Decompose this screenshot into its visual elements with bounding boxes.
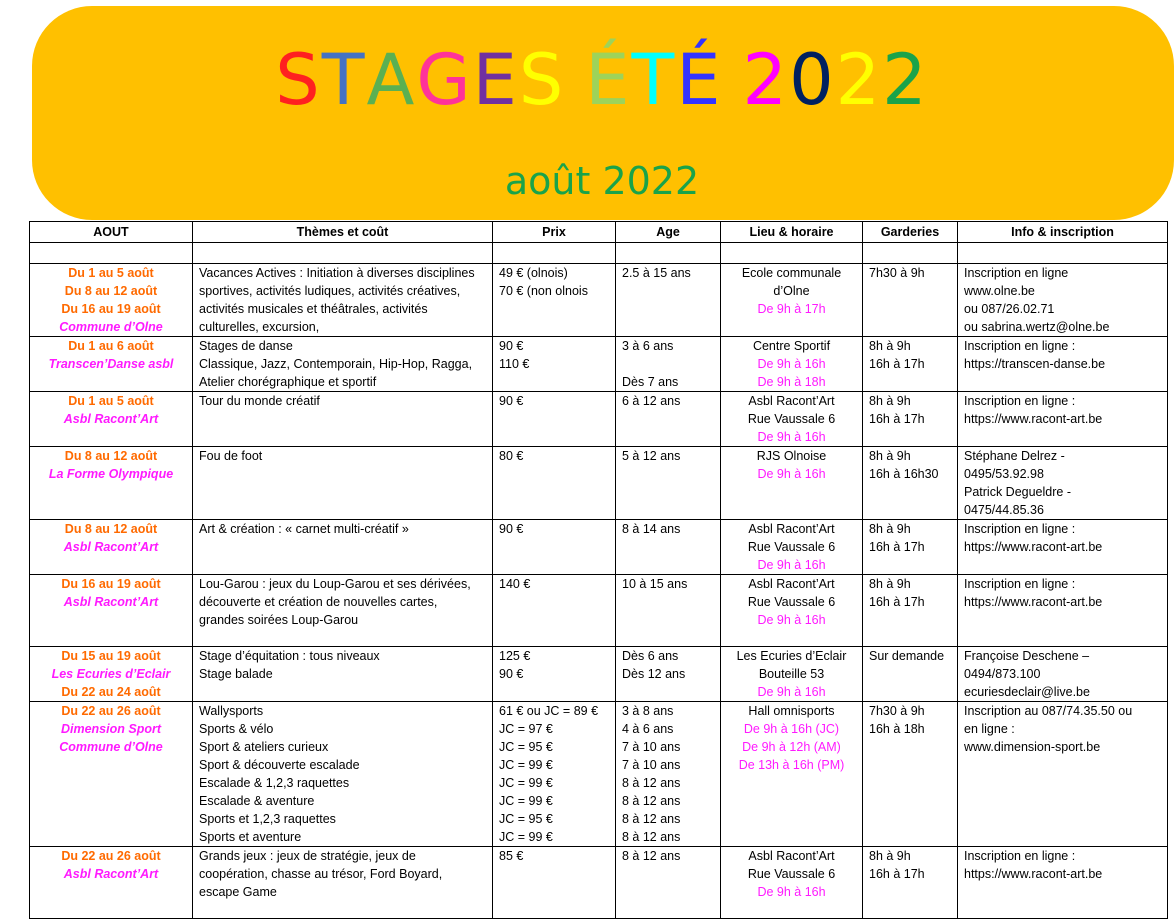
cell-info (958, 337, 1168, 392)
title-letter: A (366, 39, 417, 121)
title-letter: 2 (882, 39, 929, 121)
date-line: Du 15 au 19 août (61, 649, 161, 663)
price-line: 90 € (499, 522, 524, 536)
cell-dates (30, 520, 193, 575)
cell-prix (493, 264, 616, 337)
cell-dates (30, 847, 193, 919)
cell-themes (193, 575, 493, 647)
price-line: 85 € (499, 849, 524, 863)
title-letter: T (321, 39, 367, 121)
cell-themes (193, 647, 493, 702)
cell-age (616, 447, 721, 520)
price-line: JC = 99 € (499, 758, 553, 772)
theme-line: Escalade & 1,2,3 raquettes (199, 776, 350, 790)
garderie-line: 8h à 9h (869, 849, 911, 863)
cell-info (958, 520, 1168, 575)
garderie-line: 16h à 17h (869, 412, 925, 426)
cell-age (616, 702, 721, 847)
lieu-line: De 13h à 16h (PM) (738, 758, 845, 772)
age-line: 8 à 12 ans (622, 849, 681, 863)
garderie-line: 16h à 17h (869, 540, 925, 554)
cell-lieu (721, 392, 863, 447)
cell-dates (30, 575, 193, 647)
age-line: 8 à 12 ans (622, 812, 681, 826)
info-line: https://www.racont-art.be (964, 540, 1103, 554)
cell-garderies (863, 647, 958, 702)
date-line: Asbl Racont’Art (63, 412, 159, 426)
garderie-line: 16h à 17h (869, 867, 925, 881)
date-line: Du 22 au 26 août (61, 704, 161, 718)
theme-line: Classique, Jazz, Contemporain, Hip-Hop, Ragga, (199, 357, 473, 371)
date-line: Du 1 au 5 août (68, 266, 154, 280)
date-line: Du 8 au 12 août (64, 284, 158, 298)
price-line: 90 € (499, 394, 524, 408)
lieu-line: De 9h à 16h (757, 430, 826, 444)
age-line: 8 à 14 ans (622, 522, 681, 536)
lieu-line: Asbl Racont’Art (748, 522, 835, 536)
info-line: en ligne : (964, 722, 1015, 736)
cell-dates (30, 392, 193, 447)
cell-garderies (863, 447, 958, 520)
garderie-line: 8h à 9h (869, 449, 911, 463)
theme-line: Wallysports (199, 704, 264, 718)
info-line: ou sabrina.wertz@olne.be (964, 320, 1110, 334)
title-letter: S (518, 39, 566, 121)
title-letter: 2 (835, 39, 883, 121)
title-letter: É (585, 39, 632, 121)
price-line: 90 € (499, 339, 524, 353)
age-line: 4 à 6 ans (622, 722, 674, 736)
theme-line: Sport & ateliers curieux (199, 740, 329, 754)
theme-line: Atelier chorégraphique et sportif (199, 375, 377, 389)
cell-lieu (721, 847, 863, 919)
info-line: www.dimension-sport.be (964, 740, 1101, 754)
info-line: Inscription au 087/74.35.50 ou (964, 704, 1133, 718)
date-line: Du 22 au 26 août (61, 849, 161, 863)
table-row (30, 575, 1168, 647)
price-line: 140 € (499, 577, 531, 591)
price-line: JC = 95 € (499, 740, 553, 754)
price-line: 70 € (non olnois (499, 284, 588, 298)
cell-themes (193, 264, 493, 337)
date-line: La Forme Olympique (48, 467, 174, 481)
info-line: https://www.racont-art.be (964, 412, 1103, 426)
date-line: Asbl Racont’Art (63, 867, 159, 881)
cell-prix (493, 702, 616, 847)
cell-garderies (863, 702, 958, 847)
garderie-line: Sur demande (869, 649, 945, 663)
lieu-line: De 9h à 16h (JC) (743, 722, 840, 736)
table-row (30, 392, 1168, 447)
garderie-line: 7h30 à 9h (869, 266, 925, 280)
theme-line: Sports et 1,2,3 raquettes (199, 812, 336, 826)
table-row (30, 702, 1168, 847)
title-letter: G (416, 39, 473, 121)
info-line: https://www.racont-art.be (964, 867, 1103, 881)
date-line: Transcen’Danse asbl (48, 357, 174, 371)
lieu-line: De 9h à 16h (757, 357, 826, 371)
cell-garderies (863, 575, 958, 647)
cell-prix (493, 392, 616, 447)
cell-age (616, 337, 721, 392)
stages-table (29, 221, 1168, 919)
info-line: Inscription en ligne : (964, 394, 1076, 408)
cell-lieu (721, 264, 863, 337)
title-letter (723, 40, 743, 120)
lieu-line: Rue Vaussale 6 (747, 867, 836, 881)
price-line: 90 € (499, 667, 524, 681)
lieu-line: Rue Vaussale 6 (747, 595, 836, 609)
lieu-line: De 9h à 16h (757, 685, 826, 699)
cell-info (958, 647, 1168, 702)
cell-garderies (863, 264, 958, 337)
cell-lieu (721, 520, 863, 575)
lieu-line: Ecole communale d’Olne (741, 266, 842, 298)
cell-age (616, 647, 721, 702)
lieu-line: Les Ecuries d’Eclair (736, 649, 847, 663)
info-line: 0495/53.92.98 (964, 467, 1044, 481)
title-letter: T (631, 39, 677, 121)
price-line: JC = 99 € (499, 830, 553, 844)
cell-age (616, 264, 721, 337)
date-line: Les Ecuries d’Eclair (51, 667, 171, 681)
info-line: 0475/44.85.36 (964, 503, 1044, 517)
garderie-line: 16h à 18h (869, 722, 925, 736)
date-line: Du 8 au 12 août (64, 522, 158, 536)
table-row (30, 520, 1168, 575)
age-line: Dès 7 ans (622, 375, 679, 389)
lieu-line: Rue Vaussale 6 (747, 412, 836, 426)
empty-row (30, 243, 1168, 264)
price-line: 49 € (olnois) (499, 266, 568, 280)
date-line: Commune d’Olne (59, 740, 163, 754)
date-line: Asbl Racont’Art (63, 540, 159, 554)
cell-themes (193, 520, 493, 575)
theme-line: grandes soirées Loup-Garou (199, 613, 359, 627)
cell-dates (30, 337, 193, 392)
lieu-line: De 9h à 12h (AM) (742, 740, 841, 754)
theme-line: Lou-Garou : jeux du Loup-Garou et ses dérivées, (199, 577, 471, 591)
info-line: Inscription en ligne : (964, 577, 1076, 591)
info-line: Inscription en ligne (964, 266, 1069, 280)
cell-themes (193, 847, 493, 919)
age-line: 5 à 12 ans (622, 449, 681, 463)
cell-dates (30, 647, 193, 702)
table-row (30, 847, 1168, 919)
cell-themes (193, 702, 493, 847)
cell-garderies (863, 520, 958, 575)
info-line: ou 087/26.02.71 (964, 302, 1055, 316)
title-letter: É (676, 39, 723, 121)
date-line: Du 1 au 6 août (68, 339, 154, 353)
cell-lieu (721, 575, 863, 647)
theme-line: Stage balade (199, 667, 273, 681)
theme-line: Stages de danse (199, 339, 293, 353)
theme-line: Escalade & aventure (199, 794, 315, 808)
cell-age (616, 575, 721, 647)
lieu-line: De 9h à 18h (757, 375, 826, 389)
garderie-line: 16h à 17h (869, 595, 925, 609)
theme-line: Grands jeux : jeux de stratégie, jeux de (199, 849, 416, 863)
column-header-themes: Thèmes et coût (193, 222, 493, 243)
cell-garderies (863, 392, 958, 447)
date-line: Dimension Sport (60, 722, 161, 736)
theme-line: Fou de foot (199, 449, 263, 463)
cell-age (616, 847, 721, 919)
theme-line: escape Game (199, 885, 277, 899)
cell-lieu (721, 647, 863, 702)
lieu-line: De 9h à 16h (757, 558, 826, 572)
garderie-line: 8h à 9h (869, 394, 911, 408)
cell-themes (193, 392, 493, 447)
age-line: 6 à 12 ans (622, 394, 681, 408)
page-subtitle: août 2022 (504, 159, 700, 203)
info-line: Françoise Deschene – (964, 649, 1090, 663)
age-line: 3 à 6 ans (622, 339, 674, 353)
cell-info (958, 447, 1168, 520)
info-line: Stéphane Delrez - (964, 449, 1065, 463)
column-header-lieu: Lieu & horaire (721, 222, 863, 243)
info-line: 0494/873.100 (964, 667, 1041, 681)
table-row (30, 264, 1168, 337)
cell-prix (493, 520, 616, 575)
cell-dates (30, 447, 193, 520)
age-line: 8 à 12 ans (622, 794, 681, 808)
garderie-line: 16h à 17h (869, 357, 925, 371)
lieu-line: Bouteille 53 (758, 667, 825, 681)
cell-info (958, 847, 1168, 919)
theme-line: coopération, chasse au trésor, Ford Boyard, (199, 867, 443, 881)
theme-line: Stage d’équitation : tous niveaux (199, 649, 380, 663)
cell-prix (493, 337, 616, 392)
info-line: Patrick Degueldre - (964, 485, 1071, 499)
info-line: ecuriesdeclair@live.be (964, 685, 1090, 699)
column-header-garderies: Garderies (863, 222, 958, 243)
cell-prix (493, 447, 616, 520)
info-line: Inscription en ligne : (964, 339, 1076, 353)
lieu-line: Asbl Racont’Art (748, 849, 835, 863)
info-line: https://transcen-danse.be (964, 357, 1106, 371)
age-line: 2.5 à 15 ans (622, 266, 691, 280)
cell-prix (493, 847, 616, 919)
cell-garderies (863, 847, 958, 919)
cell-info (958, 264, 1168, 337)
price-line: 80 € (499, 449, 524, 463)
table-row (30, 647, 1168, 702)
garderie-line: 16h à 16h30 (869, 467, 939, 481)
theme-line: Tour du monde créatif (199, 394, 320, 408)
info-line: https://www.racont-art.be (964, 595, 1103, 609)
theme-line: Vacances Actives : Initiation à diverses disciplines sportives, activités ludiques, activités créatives, activités musicales et théâtrales, activités culturelles, excursion, (199, 266, 475, 334)
cell-age (616, 520, 721, 575)
garderie-line: 8h à 9h (869, 339, 911, 353)
date-line: Du 16 au 19 août (61, 577, 161, 591)
price-line: JC = 97 € (499, 722, 553, 736)
cell-themes (193, 447, 493, 520)
lieu-line: De 9h à 16h (757, 467, 826, 481)
price-line: JC = 99 € (499, 794, 553, 808)
date-line: Asbl Racont’Art (63, 595, 159, 609)
column-header-age: Age (616, 222, 721, 243)
column-header-aout: AOUT (30, 222, 193, 243)
table-header-row (30, 222, 1168, 243)
cell-lieu (721, 447, 863, 520)
date-line: Du 1 au 5 août (68, 394, 154, 408)
cell-garderies (863, 337, 958, 392)
lieu-line: Asbl Racont’Art (748, 577, 835, 591)
cell-lieu (721, 702, 863, 847)
info-line: Inscription en ligne : (964, 522, 1076, 536)
cell-lieu (721, 337, 863, 392)
cell-info (958, 702, 1168, 847)
title-letter: E (472, 39, 519, 121)
cell-dates (30, 702, 193, 847)
lieu-line: Centre Sportif (752, 339, 831, 353)
column-header-prix: Prix (493, 222, 616, 243)
price-line: JC = 99 € (499, 776, 553, 790)
column-header-info: Info & inscription (958, 222, 1168, 243)
info-line: www.olne.be (964, 284, 1035, 298)
lieu-line: De 9h à 17h (757, 302, 826, 316)
cell-prix (493, 647, 616, 702)
price-line: JC = 95 € (499, 812, 553, 826)
title-letter (565, 40, 585, 120)
title-letter: 0 (789, 39, 836, 121)
theme-line: Sports & vélo (199, 722, 274, 736)
price-line: 125 € (499, 649, 531, 663)
cell-prix (493, 575, 616, 647)
age-line (622, 355, 716, 373)
age-line: 3 à 8 ans (622, 704, 674, 718)
lieu-line: Rue Vaussale 6 (747, 540, 836, 554)
cell-info (958, 392, 1168, 447)
lieu-line: RJS Olnoise (756, 449, 827, 463)
date-line: Du 22 au 24 août (61, 685, 161, 699)
lieu-line: De 9h à 16h (757, 885, 826, 899)
lieu-line: Asbl Racont’Art (748, 394, 835, 408)
theme-line: Sport & découverte escalade (199, 758, 360, 772)
table-row (30, 337, 1168, 392)
theme-line: découverte et création de nouvelles cartes, (199, 595, 438, 609)
theme-line: Sports et aventure (199, 830, 302, 844)
title-letter: S (275, 39, 322, 121)
cell-info (958, 575, 1168, 647)
garderie-line: 7h30 à 9h (869, 704, 925, 718)
cell-dates (30, 264, 193, 337)
title-letter: 2 (742, 39, 790, 121)
age-line: Dès 6 ans (622, 649, 679, 663)
price-line: 110 € (499, 357, 530, 371)
age-line: 8 à 12 ans (622, 830, 681, 844)
age-line: Dès 12 ans (622, 667, 686, 681)
table-row (30, 447, 1168, 520)
date-line: Du 16 au 19 août (61, 302, 161, 316)
date-line: Commune d’Olne (59, 320, 163, 334)
age-line: 8 à 12 ans (622, 776, 681, 790)
lieu-line: De 9h à 16h (757, 613, 826, 627)
age-line: 7 à 10 ans (622, 740, 681, 754)
lieu-line: Hall omnisports (748, 704, 835, 718)
garderie-line: 8h à 9h (869, 577, 911, 591)
date-line: Du 8 au 12 août (64, 449, 158, 463)
cell-age (616, 392, 721, 447)
age-line: 10 à 15 ans (622, 577, 688, 591)
cell-themes (193, 337, 493, 392)
price-line: 61 € ou JC = 89 € (499, 704, 599, 718)
age-line: 7 à 10 ans (622, 758, 681, 772)
theme-line: Art & création : « carnet multi-créatif » (199, 522, 409, 536)
page-title (0, 40, 1174, 120)
info-line: Inscription en ligne : (964, 849, 1076, 863)
garderie-line: 8h à 9h (869, 522, 911, 536)
